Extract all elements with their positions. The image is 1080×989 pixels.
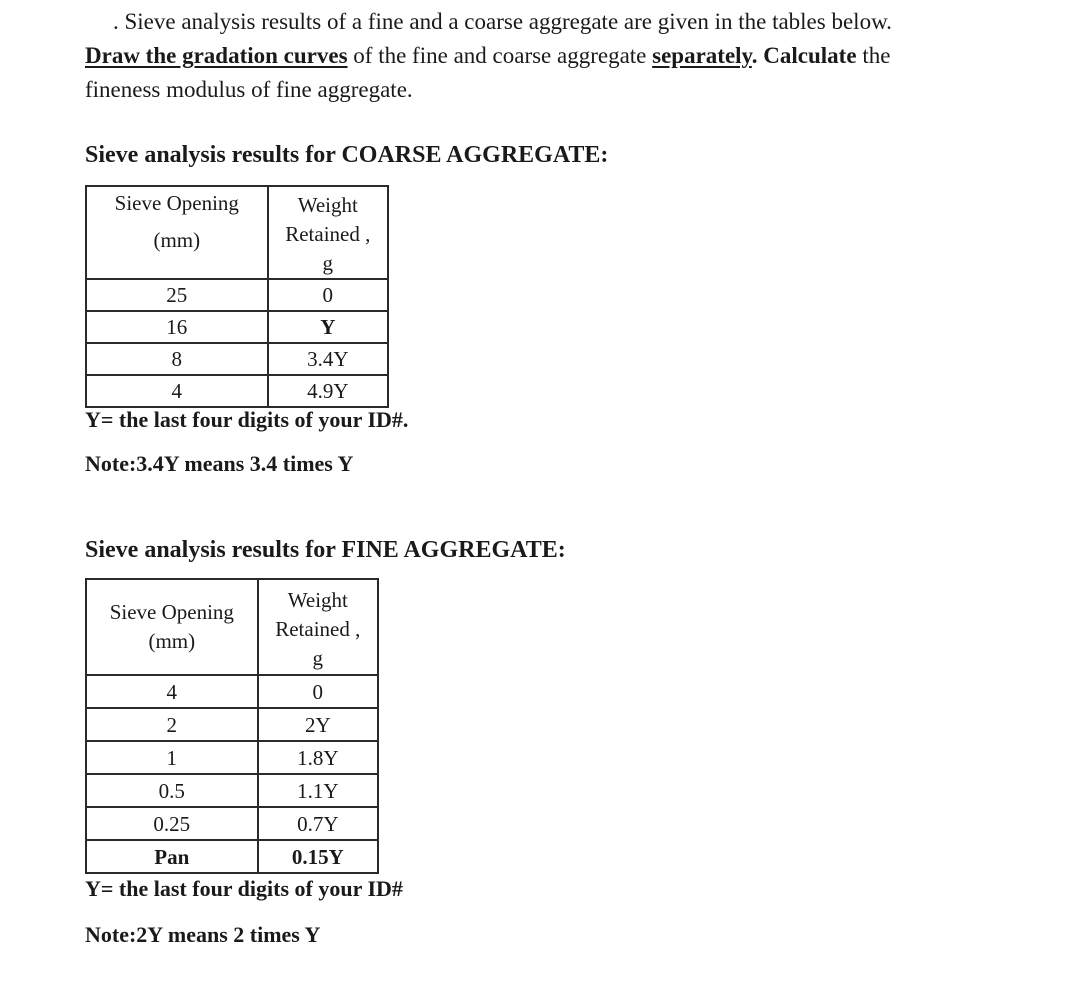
calculate-text: Calculate	[757, 43, 857, 68]
fine-opening-cell: Pan	[86, 840, 258, 873]
table-row	[86, 375, 388, 407]
fine-weight-cell: 0.15Y	[258, 840, 378, 873]
fine-weight-cell: 0.7Y	[258, 807, 378, 840]
fine-weight-cell: 1.1Y	[258, 774, 378, 807]
coarse-weight-cell: Y	[268, 311, 388, 343]
coarse-opening-cell: 16	[86, 311, 268, 343]
coarse-opening-cell: 8	[86, 343, 268, 375]
fine-col1-line1: Sieve Opening	[109, 600, 234, 624]
fine-col2-line2: Retained ,	[275, 617, 361, 641]
fine-heading: Sieve analysis results for FINE AGGREGATE:	[85, 537, 566, 563]
coarse-weight-cell: 4.9Y	[268, 375, 388, 407]
fine-opening-cell: 2	[86, 708, 258, 741]
coarse-col-sieve-opening	[86, 186, 268, 279]
table-row	[86, 675, 378, 708]
table-row	[86, 279, 388, 311]
the-text: the	[856, 43, 891, 68]
fine-opening-cell: 0.25	[86, 807, 258, 840]
coarse-table-header	[86, 186, 388, 279]
fine-table-header	[86, 579, 378, 675]
separately-text: separately	[652, 43, 752, 68]
fine-opening-cell: 4	[86, 675, 258, 708]
fine-opening-cell: 1	[86, 741, 258, 774]
table-row	[86, 343, 388, 375]
fine-table	[85, 578, 379, 874]
fine-col-sieve-opening	[86, 579, 258, 675]
coarse-weight-cell: 3.4Y	[268, 343, 388, 375]
coarse-col-weight-retained	[268, 186, 388, 279]
coarse-opening-cell: 4	[86, 375, 268, 407]
question-line-1	[113, 5, 892, 39]
question-line-3	[85, 73, 413, 107]
coarse-heading: Sieve analysis results for COARSE AGGREGATE:	[85, 142, 609, 168]
fine-weight-cell: 2Y	[258, 708, 378, 741]
coarse-col1-line2: (mm)	[153, 228, 201, 252]
fine-col2-line3: g	[312, 646, 324, 670]
fineness-modulus-text: fineness modulus of fine aggregate.	[85, 77, 413, 102]
draw-curves-text: Draw the gradation curves	[85, 43, 348, 68]
question-intro-text: . Sieve analysis results of a fine and a coarse aggregate are given in the tables below.	[113, 9, 892, 34]
coarse-note: Note:3.4Y means 3.4 times Y	[85, 451, 354, 476]
coarse-weight-cell: 0	[268, 279, 388, 311]
fine-weight-cell: 1.8Y	[258, 741, 378, 774]
of-fine-coarse-text: of the fine and coarse aggregate	[347, 43, 653, 68]
fine-note: Note:2Y means 2 times Y	[85, 922, 321, 947]
table-row	[86, 774, 378, 807]
question-line-2	[85, 39, 890, 73]
period-text: .	[751, 43, 758, 68]
table-row	[86, 807, 378, 840]
coarse-opening-cell: 25	[86, 279, 268, 311]
coarse-table	[85, 185, 389, 408]
table-row	[86, 311, 388, 343]
fine-col-weight-retained	[258, 579, 378, 675]
fine-col2-line1: Weight	[287, 588, 348, 612]
coarse-col2-line2: Retained ,	[285, 222, 371, 246]
fine-y-definition: Y= the last four digits of your ID#	[85, 876, 403, 901]
coarse-col2-line3: g	[322, 251, 334, 275]
coarse-col2-line1: Weight	[297, 193, 358, 217]
table-row	[86, 708, 378, 741]
fine-weight-cell: 0	[258, 675, 378, 708]
table-row	[86, 741, 378, 774]
table-row	[86, 840, 378, 873]
fine-opening-cell: 0.5	[86, 774, 258, 807]
fine-col1-line2: (mm)	[148, 629, 196, 653]
coarse-col1-line1: Sieve Opening	[114, 191, 239, 215]
coarse-y-definition: Y= the last four digits of your ID#.	[85, 407, 409, 432]
